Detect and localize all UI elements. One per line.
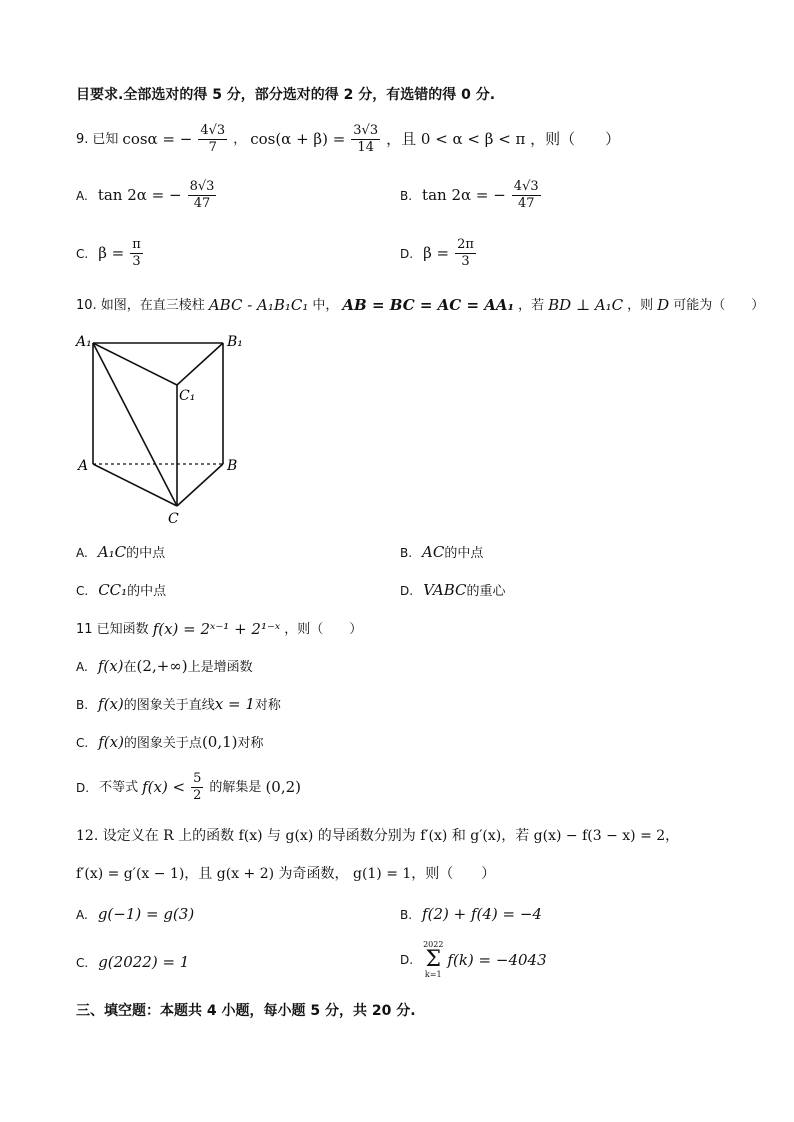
q11-function: f(x) = 2ˣ⁻¹ + 2¹⁻ˣ: [152, 620, 281, 638]
question-9-stem: 9. 已知 cosα = − $\frac{4√3}{7}$ ， cos(α + β) = $\frac{3√3}{14}$ ，且 0 < α < β < π ，则（ ）: [76, 123, 621, 156]
q12-option-b[interactable]: B. f(2) + f(4) = −4: [400, 905, 542, 923]
q10-prism: ABC - A₁B₁C₁: [208, 296, 309, 314]
q12-option-d[interactable]: D. 2022 Σ k=1 f(k) = −4043: [400, 940, 547, 979]
prism-figure: [70, 328, 260, 528]
q9-cos-a: cosα = −: [122, 130, 193, 149]
q10-option-a[interactable]: A. A₁C的中点: [76, 543, 166, 561]
instruction-line: 目要求.全部选对的得 5 分，部分选对的得 2 分，有选错的得 0 分.: [76, 87, 496, 103]
question-11-stem: 11 已知函数 f(x) = 2ˣ⁻¹ + 2¹⁻ˣ ，则（ ）: [76, 620, 363, 638]
q9-option-d[interactable]: D. β = $\frac{2\pi}{3}$: [400, 237, 474, 270]
q9-cos-ab: cos(α + β) =: [250, 130, 346, 149]
q11-option-c[interactable]: C. f(x)的图象关于点(0,1)对称: [76, 733, 264, 751]
q9-pre: 已知: [92, 132, 119, 148]
q12-option-a[interactable]: A. g(−1) = g(3): [76, 905, 195, 923]
summation-symbol: 2022 Σ k=1: [423, 940, 444, 979]
q9-condition: ，且 0 < α < β < π ，则（ ）: [386, 130, 621, 149]
q10-option-b[interactable]: B. AC的中点: [400, 543, 484, 561]
q9-option-b[interactable]: B. tan 2α = − $\frac{4√3}{47}$: [400, 179, 539, 212]
q9-option-a[interactable]: A. tan 2α = − $\frac{8√3}{47}$: [76, 179, 215, 212]
label-a: A: [78, 458, 89, 474]
question-12-stem-line2: f′(x) = g′(x − 1)，且 g(x + 2) 为奇函数， g(1) = 1，则（ ）: [76, 866, 496, 882]
q9-option-c[interactable]: C. β = $\frac{\pi}{3}$: [76, 237, 141, 270]
label-b: B: [227, 458, 238, 474]
q11-option-a[interactable]: A. f(x)在(2,+∞)上是增函数: [76, 657, 253, 675]
q9-frac2: $\frac{3√3}{14}$: [353, 123, 379, 156]
question-10-stem: 10. 如图，在直三棱柱 ABC - A₁B₁C₁ 中， AB = BC = AC = AA₁ ，若 BD ⊥ A₁C ，则 D 可能为（ ）: [76, 296, 765, 314]
label-c1: C₁: [179, 388, 196, 404]
q11-option-b[interactable]: B. f(x)的图象关于直线x = 1对称: [76, 695, 281, 713]
question-12-stem-line1: 12. 设定义在 R 上的函数 f(x) 与 g(x) 的导函数分别为 f′(x) 和 g′(x)，若 g(x) − f(3 − x) = 2，: [76, 828, 680, 844]
q10-option-c[interactable]: C. CC₁的中点: [76, 581, 167, 599]
q9-number: 9.: [76, 132, 89, 148]
q12-option-c[interactable]: C. g(2022) = 1: [76, 953, 190, 971]
label-b1: B₁: [227, 334, 243, 350]
q10-option-d[interactable]: D. VABC的重心: [400, 581, 506, 599]
q10-perp: BD ⊥ A₁C: [548, 296, 624, 314]
q11-option-d[interactable]: D. 不等式 f(x) < $\frac{5}{2}$ 的解集是 (0,2): [76, 771, 301, 804]
q10-equation: AB = BC = AC = AA₁: [342, 296, 515, 314]
label-c: C: [168, 511, 179, 527]
section-3-heading: 三、填空题：本题共 4 小题，每小题 5 分，共 20 分.: [76, 1003, 416, 1019]
label-a1: A₁: [76, 334, 92, 350]
q9-frac1: $\frac{4√3}{7}$: [200, 123, 226, 156]
